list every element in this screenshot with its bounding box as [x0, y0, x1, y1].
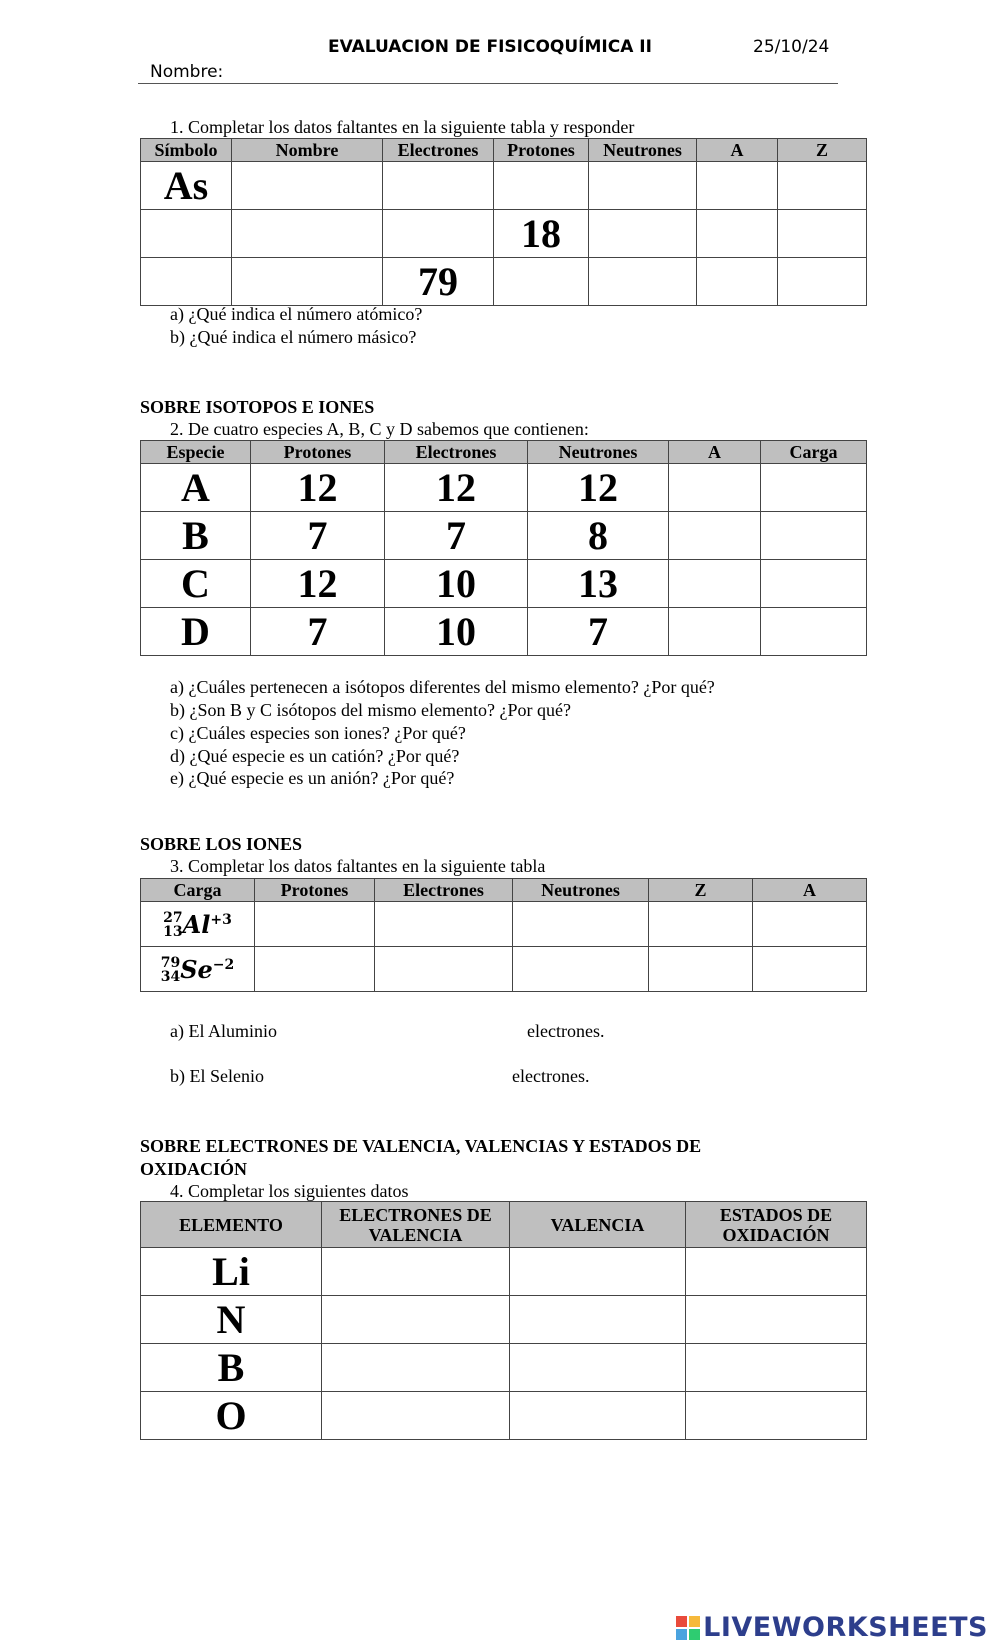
column-header: ELEMENTO	[141, 1202, 322, 1248]
atomic-number: 34	[160, 968, 181, 985]
column-header: Z	[649, 879, 753, 902]
table-row	[141, 162, 867, 210]
instruction-2: 2. De cuatro especies A, B, C y D sabemos que contienen:	[170, 419, 589, 439]
exam-date: 25/10/24	[753, 37, 830, 57]
page-title: EVALUACION DE FISICOQUÍMICA II	[328, 37, 652, 57]
answer-cell[interactable]	[510, 1296, 686, 1344]
given-value-cell: 79	[383, 258, 494, 306]
answer-cell[interactable]	[589, 210, 697, 258]
answer-cell[interactable]	[669, 512, 761, 560]
table-row	[141, 902, 867, 947]
question-1b: b) ¿Qué indica el número másico?	[170, 327, 417, 347]
section-2-heading: SOBRE ISOTOPOS E IONES	[140, 397, 375, 417]
column-header: Protones	[251, 441, 385, 464]
answer-cell[interactable]	[649, 947, 753, 992]
column-header: VALENCIA	[510, 1202, 686, 1248]
answer-cell[interactable]	[697, 162, 778, 210]
answer-cell[interactable]	[669, 464, 761, 512]
answer-cell[interactable]	[513, 947, 649, 992]
question-2b: b) ¿Son B y C isótopos del mismo elemento? ¿Por qué?	[170, 700, 571, 720]
fill-selenio-suffix: electrones.	[512, 1066, 590, 1086]
column-header: Neutrones	[513, 879, 649, 902]
answer-cell[interactable]	[778, 162, 867, 210]
column-header: Símbolo	[141, 139, 232, 162]
answer-cell[interactable]	[686, 1392, 867, 1440]
given-value-cell: 7	[251, 608, 385, 656]
column-header: ELECTRONES DE VALENCIA	[322, 1202, 510, 1248]
answer-cell[interactable]	[375, 902, 513, 947]
answer-cell[interactable]	[322, 1392, 510, 1440]
table-row	[141, 1392, 867, 1440]
given-value-cell: 18	[494, 210, 589, 258]
table-row	[141, 1296, 867, 1344]
answer-cell[interactable]	[778, 258, 867, 306]
given-value-cell: 13	[528, 560, 669, 608]
mass-number: 79	[160, 954, 181, 971]
table-row	[141, 258, 867, 306]
answer-cell[interactable]	[669, 560, 761, 608]
element-symbol: Se	[180, 955, 213, 985]
table-4	[140, 1201, 867, 1440]
answer-cell[interactable]	[669, 608, 761, 656]
column-header: Neutrones	[589, 139, 697, 162]
given-value-cell: 8	[528, 512, 669, 560]
given-value-cell: 10	[385, 560, 528, 608]
element-cell: Li	[141, 1248, 322, 1296]
given-value-cell: D	[141, 608, 251, 656]
column-header: Z	[778, 139, 867, 162]
ion-notation-cell	[141, 947, 255, 992]
given-value-cell: 12	[385, 464, 528, 512]
given-value-cell: 12	[251, 560, 385, 608]
column-header: Electrones	[383, 139, 494, 162]
section-4-heading-line2: OXIDACIÓN	[140, 1159, 248, 1179]
column-header: Nombre	[232, 139, 383, 162]
table-1	[140, 138, 867, 306]
column-header: Carga	[141, 879, 255, 902]
answer-cell[interactable]	[761, 560, 867, 608]
table-row	[141, 560, 867, 608]
answer-cell[interactable]	[322, 1344, 510, 1392]
liveworksheets-logo[interactable]	[676, 1612, 988, 1643]
instruction-1: 1. Completar los datos faltantes en la siguiente tabla y responder	[170, 117, 635, 137]
given-value-cell: 12	[528, 464, 669, 512]
answer-cell[interactable]	[232, 162, 383, 210]
column-header: ESTADOS DE OXIDACIÓN	[686, 1202, 867, 1248]
answer-cell[interactable]	[686, 1344, 867, 1392]
logo-text: LIVEWORKSHEETS	[703, 1612, 988, 1643]
given-value-cell: As	[141, 162, 232, 210]
answer-cell[interactable]	[141, 258, 232, 306]
given-value-cell: 7	[385, 512, 528, 560]
table-row	[141, 608, 867, 656]
answer-cell[interactable]	[494, 162, 589, 210]
table-row	[141, 1248, 867, 1296]
element-symbol: Al	[182, 910, 211, 940]
given-value-cell: 10	[385, 608, 528, 656]
answer-cell[interactable]	[513, 902, 649, 947]
answer-cell[interactable]	[232, 210, 383, 258]
given-value-cell: B	[141, 512, 251, 560]
name-label: Nombre:	[150, 62, 224, 82]
answer-cell[interactable]	[761, 608, 867, 656]
given-value-cell: C	[141, 560, 251, 608]
table-row	[141, 947, 867, 992]
answer-cell[interactable]	[697, 210, 778, 258]
answer-cell[interactable]	[761, 464, 867, 512]
instruction-4: 4. Completar los siguientes datos	[170, 1181, 409, 1201]
given-value-cell: 7	[251, 512, 385, 560]
answer-cell[interactable]	[753, 947, 867, 992]
answer-cell[interactable]	[753, 902, 867, 947]
answer-cell[interactable]	[255, 902, 375, 947]
element-cell: O	[141, 1392, 322, 1440]
given-value-cell: 7	[528, 608, 669, 656]
liveworksheets-icon	[676, 1616, 700, 1640]
atomic-number: 13	[163, 923, 183, 940]
answer-cell[interactable]	[383, 210, 494, 258]
table-row	[141, 464, 867, 512]
ion-charge: +3	[210, 912, 232, 929]
answer-cell[interactable]	[649, 902, 753, 947]
question-2e: e) ¿Qué especie es un anión? ¿Por qué?	[170, 768, 455, 788]
answer-cell[interactable]	[778, 210, 867, 258]
column-header: Especie	[141, 441, 251, 464]
section-3-heading: SOBRE LOS IONES	[140, 834, 303, 854]
answer-cell[interactable]	[494, 258, 589, 306]
table-2	[140, 440, 867, 656]
section-4-heading-line1: SOBRE ELECTRONES DE VALENCIA, VALENCIAS Y ESTADOS DE	[140, 1136, 702, 1156]
column-header: Carga	[761, 441, 867, 464]
given-value-cell: A	[141, 464, 251, 512]
ion-notation-cell	[141, 902, 255, 947]
answer-cell[interactable]	[761, 512, 867, 560]
mass-number: 27	[163, 909, 183, 926]
answer-cell[interactable]	[255, 947, 375, 992]
table-row	[141, 210, 867, 258]
column-header: Electrones	[385, 441, 528, 464]
table-row	[141, 1344, 867, 1392]
element-cell: N	[141, 1296, 322, 1344]
answer-cell[interactable]	[510, 1392, 686, 1440]
instruction-3: 3. Completar los datos faltantes en la siguiente tabla	[170, 856, 546, 876]
answer-cell[interactable]	[322, 1248, 510, 1296]
name-input-line[interactable]	[138, 83, 838, 84]
answer-cell[interactable]	[510, 1248, 686, 1296]
table-row	[141, 512, 867, 560]
answer-cell[interactable]	[589, 162, 697, 210]
column-header: Protones	[494, 139, 589, 162]
answer-cell[interactable]	[232, 258, 383, 306]
column-header: Neutrones	[528, 441, 669, 464]
answer-cell[interactable]	[322, 1296, 510, 1344]
question-2a: a) ¿Cuáles pertenecen a isótopos diferentes del mismo elemento? ¿Por qué?	[170, 677, 715, 697]
column-header: A	[697, 139, 778, 162]
fill-aluminio-suffix: electrones.	[527, 1021, 605, 1041]
question-1a: a) ¿Qué indica el número atómico?	[170, 304, 423, 324]
question-2d: d) ¿Qué especie es un catión? ¿Por qué?	[170, 746, 460, 766]
fill-aluminio-label: a) El Aluminio	[170, 1021, 277, 1041]
answer-cell[interactable]	[383, 162, 494, 210]
ion-charge: −2	[212, 957, 235, 974]
answer-cell[interactable]	[686, 1296, 867, 1344]
ion-notation	[163, 910, 232, 939]
column-header: Electrones	[375, 879, 513, 902]
column-header: A	[753, 879, 867, 902]
answer-cell[interactable]	[589, 258, 697, 306]
column-header: Protones	[255, 879, 375, 902]
answer-cell[interactable]	[141, 210, 232, 258]
answer-cell[interactable]	[510, 1344, 686, 1392]
question-2c: c) ¿Cuáles especies son iones? ¿Por qué?	[170, 723, 466, 743]
column-header: A	[669, 441, 761, 464]
ion-notation	[161, 955, 235, 984]
fill-selenio-label: b) El Selenio	[170, 1066, 264, 1086]
table-3	[140, 878, 867, 992]
element-cell: B	[141, 1344, 322, 1392]
given-value-cell: 12	[251, 464, 385, 512]
answer-cell[interactable]	[375, 947, 513, 992]
answer-cell[interactable]	[697, 258, 778, 306]
answer-cell[interactable]	[686, 1248, 867, 1296]
